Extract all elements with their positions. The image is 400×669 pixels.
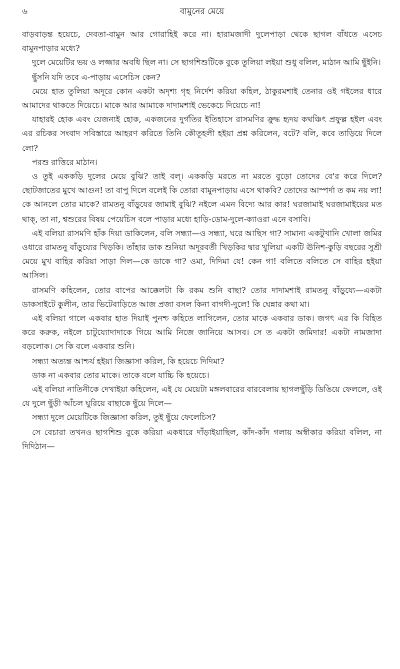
paragraph: এই বলিয়া রাসমণি হাঁক দিয়া ডাকিলেন, বলি সন্ধ্যা—ও সন্ধ্যা, ঘরে আছিস গা? সামান্য একটুখানি খোলা জমির ওধারে রামতনু বাঁড়ুয্যের খিড়কি। তাঁহার ডাক শুনিয়া অদূরবর্তী খিড়কির দ্বার খুলিয়া একটি ঊনিশ-কুড়ি বছরের সুশ্রী মেয়ে মুখ বাহির করিয়া সাড়া দিল—কে ডাকে গা? ওমা, দিদিমা যে! কেন গা! বলিতে বলিতে সে বাহির হইয়া আসিল। (22, 227, 382, 281)
paragraph: যাহারই হোক এবং যেজন্যই হোক, একজনের দুর্গতির ইতিহাসে রাসমণির ক্রুদ্ধ হৃদয় কথঞ্চিৎ প্রফুল্ল হইল এবং এর রচিকর সংবাদ সবিস্তারে আহরণ করিতে তিনি কৌতূহলী হইয়া প্রশ্ন করিলেন, বটে? বলি, কবে তাড়িয়ে দিলে লো? (22, 114, 382, 153)
paragraph: রাসমণি কহিলেন, তোর বাপের আক্কেলটা কি রকম শুনি বাছা? তোর দাদামশাই রামতনু বাঁড়ুয্যে—একটা ডাকসাইটে কুলীন, তার ভিটেবাড়িতে আজ প্রজা বসল কিনা বাগদী-দুলে! কি ঘেন্নার কথা মা। (22, 284, 382, 309)
paragraph: সন্ধ্যা দুলে মেয়েটিকে জিজ্ঞাসা করিল, তুই ছুঁয়ে ফেলেচিস? (32, 412, 216, 423)
paragraph: বাড়বাড়ন্ত হয়েচে, দেবতা-বামুন আর গোরাহিই করে না। হারামজাদী দুলেপাড়া থেকে ছাগল বাঁধতে এসেচ বামুনপাড়ার মধ্যে? (22, 29, 382, 54)
paragraph: দুলে মেয়েটির ভয় ও লজ্জার অবধি ছিল না। সে ছাগশিশুটিকে বুকে তুলিয়া লইয়া শুধু বলিল, মাঠান আমি ছুঁইনি। (32, 57, 381, 68)
paragraph: সন্ধ্যা অত্যন্ত আশ্চর্য হইয়া জিজ্ঞাসা করিল, কি হয়েচে দিদিমা? (32, 355, 225, 366)
page-number: ৬ (22, 7, 28, 17)
paragraph: ডাক না একবার তোর মাকে। তাকে বলে যাচ্চি কি হয়েচে। (32, 369, 210, 380)
page-header (22, 5, 382, 19)
paragraph: এই বলিয়া গালে একবার হাত দিয়াই পুনশ্চ কহিতে লাগিলেন, তোর মাকে একবার ডাক। জগৎ এর কি বিহিত করে করুক, নইলে চাটুয্যোদাদাকে গিয়ে আমি নিজে জানিয়ে আসব। সে ত একটা জমিদার! একটা নামজাদা বড়লোক। সে কি বলে একবার শুনি। (22, 313, 382, 352)
paragraph: ছুঁসনি যদি তবে এ-পাড়ায় এসেচিস কেন? (32, 71, 161, 82)
body-text (22, 27, 382, 453)
paragraph: মেয়ে হাত তুলিয়া অদূরে কোন একটা অদৃশ্য গৃহ নির্দেশ করিয়া কহিল, ঠাকুরমশাই তেনার ওই গইলের ধারে আমাদের থাকতে দিয়েচে। মাকে আর আমাকে দাদামশাই ভেকেচে দিয়েচে না! (22, 85, 382, 111)
paragraph: পরশু রাত্তিরে মাঠান। (32, 156, 98, 167)
paragraph: এই বলিয়া নাতিনীকে দেখাইয়া কহিলেন, এই যে মেয়েটা মঙ্গলবারের বারবেলায় ছাগলছুঁড়ি ডিঙিয়ে ফেললে, ওই যে দুলে ছুঁড়ী আঁচল ঘুরিয়ে বাছাকে ছুঁয়ে দিলে— (22, 384, 382, 409)
running-title: বামুনের মেয়ে (179, 7, 225, 17)
paragraph: সে বেচারা তখনও ছাগশিশু বুকে করিয়া একধারে দাঁড়াইয়াছিল, কাঁদ-কাঁদ গলায় অস্বীকার করিয়া বলিল, না দিদিঠান— (22, 426, 382, 451)
paragraph: ও তুই এককড়ি দুলের মেয়ে বুঝি? তাই বল্। এককড়ি মরতে না মরতে বুড়ো তোদের বে'র করে দিলে? ছোটজাতের মুখে আগুন! তা বাপু দিলে বলেই কি তোরা বামুনপাড়ায় এসে থাকবি? তোদের আস্পর্দা ত কম নয় লা! কে আনলে তোর মাকে? রামতনু বাঁড়ুযের জামাই বুঝি? নইলে এমন বিদ্যে আর কার! ঘরজামাই ঘরজামাইয়ের মত থাক্, তা না, শ্বশুরের বিষয় পেয়েচিস বলে পাড়ার মধ্যে হাড়ি-ডোম-দুলে-ক্যাওরা এনে বসাবি। (22, 171, 382, 224)
book-page (22, 0, 382, 669)
